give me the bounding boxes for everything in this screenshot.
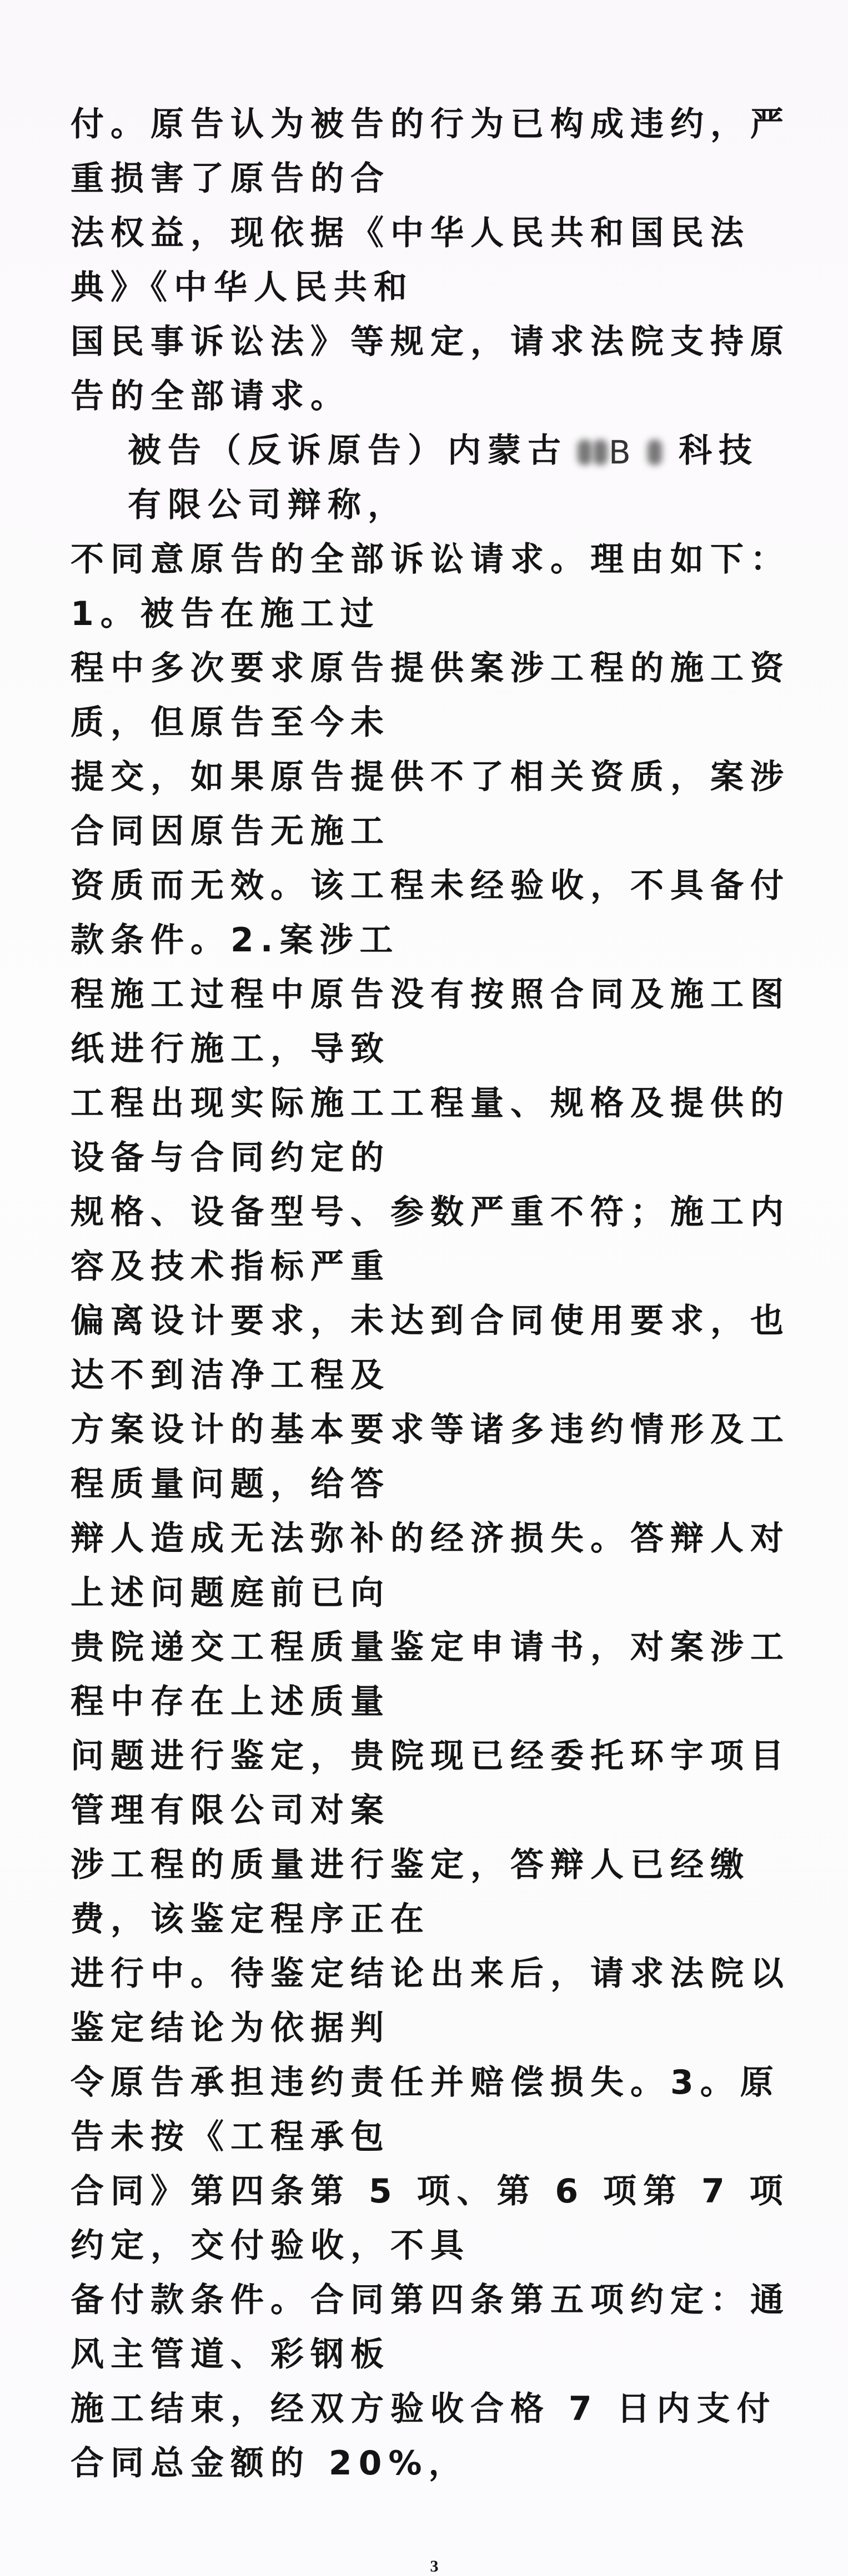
page-number: 3 <box>430 2557 439 2575</box>
text-line: 工程出现实际施工工程量、规格及提供的设备与合同约定的 <box>71 1084 790 1177</box>
text-line: 付。原告认为被告的行为已构成违约，严重损害了原告的合 <box>71 105 790 198</box>
text-line: 资质而无效。该工程未经验收，不具备付款条件。2.案涉工 <box>71 866 790 960</box>
text-line: 提交，如果原告提供不了相关资质，案涉合同因原告无施工 <box>71 758 790 851</box>
text-line: 法权益，现依据《中华人民共和国民法典》《中华人民共和 <box>71 214 750 307</box>
defense-paragraph <box>71 532 798 2491</box>
text-line: 令原告承担违约责任并赔偿损失。3。原告未按《工程承包 <box>71 2063 780 2156</box>
text-line: 程施工过程中原告没有按照合同及施工图纸进行施工，导致 <box>71 975 790 1068</box>
defense-intro-line <box>71 424 798 532</box>
document-body <box>71 97 798 2491</box>
plaintiff-claim-paragraph <box>71 97 798 424</box>
defense-intro-suffix: 科技有限公司辩称， <box>128 431 759 525</box>
text-line: 国民事诉讼法》等规定，请求法院支持原告的全部请求。 <box>71 322 790 416</box>
text-line: 涉工程的质量进行鉴定，答辩人已经缴费，该鉴定程序正在 <box>71 1846 750 1939</box>
text-line: 问题进行鉴定，贵院现已经委托环宇项目管理有限公司对案 <box>71 1737 790 1830</box>
text-line: 贵院递交工程质量鉴定申请书，对案涉工程中存在上述质量 <box>71 1628 790 1721</box>
text-line: 方案设计的基本要求等诸多违约情形及工程质量问题，给答 <box>71 1410 790 1504</box>
text-line: 辩人造成无法弥补的经济损失。答辩人对上述问题庭前已向 <box>71 1519 790 1612</box>
text-line: 不同意原告的全部诉讼请求。理由如下：1。被告在施工过 <box>71 540 790 633</box>
text-line: 偏离设计要求，未达到合同使用要求，也达不到洁净工程及 <box>71 1302 790 1395</box>
text-line: 备付款条件。合同第四条第五项约定：通风主管道、彩钢板 <box>71 2281 790 2374</box>
text-line: 合同》第四条第 5 项、第 6 项第 7 项约定，交付验收，不具 <box>71 2172 790 2265</box>
defense-intro-prefix: 被告（反诉原告）内蒙古 <box>128 431 568 470</box>
redacted-letter: B <box>609 433 631 472</box>
text-line: 施工结束，经双方验收合格 7 日内支付合同总金额的 20%， <box>71 2390 777 2483</box>
text-line: 程中多次要求原告提供案涉工程的施工资质，但原告至今未 <box>71 649 790 742</box>
text-line: 规格、设备型号、参数严重不符；施工内容及技术指标严重 <box>71 1193 790 1286</box>
text-line: 进行中。待鉴定结论出来后，请求法院以鉴定结论为依据判 <box>71 1954 790 2048</box>
redacted-company-name <box>568 433 679 472</box>
